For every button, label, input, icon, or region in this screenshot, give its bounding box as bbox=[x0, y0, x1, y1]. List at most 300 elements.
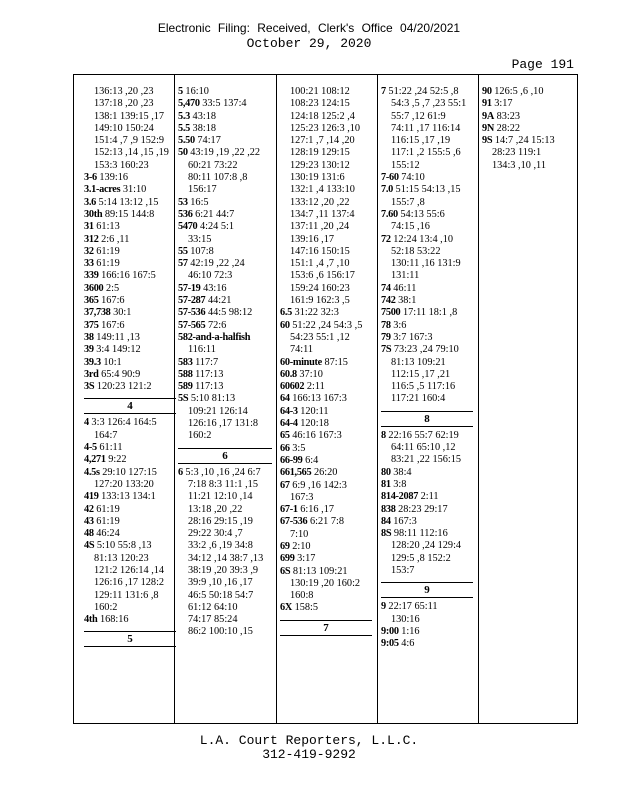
index-term: 60 bbox=[280, 319, 290, 331]
index-refs: 138:1 139:15 ,17 bbox=[94, 110, 165, 122]
index-continuation bbox=[280, 209, 372, 221]
index-term: 78 bbox=[381, 319, 391, 331]
index-refs: 116:5 ,5 117:16 bbox=[391, 381, 456, 393]
index-entry bbox=[280, 480, 372, 492]
index-continuation bbox=[482, 147, 572, 159]
index-continuation bbox=[178, 516, 272, 528]
index-column-2 bbox=[178, 86, 272, 639]
index-refs: 153:7 bbox=[391, 564, 415, 576]
index-continuation bbox=[280, 332, 372, 344]
index-entry bbox=[84, 491, 176, 503]
section-letter: 7 bbox=[280, 620, 372, 636]
index-term: 3rd bbox=[84, 368, 99, 380]
index-term: 661,565 bbox=[280, 467, 312, 479]
index-refs: 108:23 124:15 bbox=[290, 98, 350, 110]
index-term: 589 bbox=[178, 381, 193, 393]
index-refs: 3:7 167:3 bbox=[390, 331, 433, 343]
index-column-3 bbox=[280, 86, 372, 639]
index-continuation bbox=[381, 135, 473, 147]
index-refs: 159:24 160:23 bbox=[290, 282, 350, 294]
index-term: 60.8 bbox=[280, 368, 297, 380]
index-term: 339 bbox=[84, 270, 99, 282]
index-term: 8S bbox=[381, 528, 392, 540]
index-term: 4 bbox=[84, 417, 89, 429]
index-term: 6.5 bbox=[280, 307, 292, 319]
index-continuation bbox=[381, 197, 473, 209]
index-refs: 124:18 125:2 ,4 bbox=[290, 110, 355, 122]
index-continuation bbox=[280, 197, 372, 209]
index-refs: 166:16 167:5 bbox=[98, 270, 156, 282]
index-term: 9:05 bbox=[381, 638, 399, 650]
index-term: 67-1 bbox=[280, 504, 298, 516]
index-term: 64 bbox=[280, 393, 290, 405]
index-entry bbox=[280, 393, 372, 405]
index-term: 7.60 bbox=[381, 208, 398, 220]
column-divider bbox=[478, 75, 479, 723]
index-refs: 13:18 ,20 ,22 bbox=[188, 503, 243, 515]
index-continuation bbox=[280, 172, 372, 184]
section-letter: 4 bbox=[84, 398, 176, 414]
index-refs: 107:8 bbox=[187, 245, 214, 257]
index-frame bbox=[73, 74, 578, 724]
index-continuation bbox=[178, 418, 272, 430]
index-entry bbox=[84, 369, 176, 381]
index-continuation bbox=[84, 430, 176, 442]
index-refs: 29:10 127:15 bbox=[99, 466, 157, 478]
index-refs: 116:15 ,17 ,19 bbox=[391, 135, 451, 147]
index-term: 9A bbox=[482, 110, 494, 122]
index-entry bbox=[84, 246, 176, 258]
index-refs: 1:16 bbox=[398, 625, 420, 637]
index-refs: 100:21 108:12 bbox=[290, 86, 350, 97]
index-refs: 5:14 13:12 ,15 bbox=[95, 196, 159, 208]
index-entry bbox=[280, 430, 372, 442]
index-entry bbox=[280, 504, 372, 516]
index-refs: 83:23 bbox=[494, 110, 521, 122]
index-refs: 5:3 ,10 ,16 ,24 6:7 bbox=[182, 466, 261, 478]
index-term: 66 bbox=[280, 442, 290, 454]
index-term: 66-99 bbox=[280, 454, 303, 466]
index-refs: 61:19 bbox=[93, 503, 120, 515]
index-continuation bbox=[178, 430, 272, 442]
index-entry bbox=[84, 344, 176, 356]
index-term: 4th bbox=[84, 614, 98, 626]
index-continuation bbox=[280, 529, 372, 541]
index-refs: 152:13 ,14 ,15 ,19 bbox=[94, 147, 169, 159]
index-refs: 54:23 55:1 ,12 bbox=[290, 331, 350, 343]
index-continuation bbox=[178, 234, 272, 246]
index-continuation bbox=[84, 553, 176, 565]
index-entry bbox=[381, 234, 473, 246]
index-term: 9N bbox=[482, 122, 494, 134]
index-entry bbox=[381, 528, 473, 540]
index-term: 80 bbox=[381, 466, 391, 478]
index-refs: 3:5 bbox=[289, 442, 306, 454]
index-continuation bbox=[280, 270, 372, 282]
index-refs: 3:17 bbox=[491, 98, 513, 110]
index-entry bbox=[381, 479, 473, 491]
index-refs: 38:18 bbox=[189, 122, 217, 134]
index-entry bbox=[482, 86, 572, 98]
index-entry bbox=[84, 540, 176, 552]
index-entry bbox=[381, 491, 473, 503]
index-entry bbox=[178, 197, 272, 209]
index-refs: 38:1 bbox=[395, 295, 417, 307]
index-continuation bbox=[381, 442, 473, 454]
index-entry bbox=[280, 553, 372, 565]
hearing-date: October 29, 2020 bbox=[246, 36, 372, 51]
index-continuation bbox=[178, 577, 272, 589]
index-term: 72 bbox=[381, 233, 391, 245]
index-term: 79 bbox=[381, 331, 391, 343]
index-refs: 127:1 ,7 ,14 ,20 bbox=[290, 135, 355, 147]
index-refs: 128:20 ,24 129:4 bbox=[391, 540, 462, 552]
index-entry bbox=[280, 566, 372, 578]
index-term: 312 bbox=[84, 233, 99, 245]
index-entry bbox=[381, 626, 473, 638]
index-refs: 44:5 98:12 bbox=[205, 307, 253, 319]
reporter-name: L.A. Court Reporters, L.L.C. bbox=[199, 733, 419, 748]
index-term: 5470 bbox=[178, 221, 198, 233]
index-entry bbox=[84, 442, 176, 454]
index-refs: 134:7 ,11 137:4 bbox=[290, 208, 355, 220]
index-entry bbox=[84, 357, 176, 369]
index-refs: 129:11 131:6 ,8 bbox=[94, 589, 159, 601]
index-refs: 6:4 bbox=[302, 454, 319, 466]
index-refs: 31:10 bbox=[120, 184, 147, 196]
index-continuation bbox=[280, 221, 372, 233]
index-continuation bbox=[280, 98, 372, 110]
index-entry bbox=[280, 381, 372, 393]
index-refs: 130:19 131:6 bbox=[290, 172, 345, 184]
index-refs: 129:23 130:12 bbox=[290, 159, 350, 171]
index-refs: 128:19 129:15 bbox=[290, 147, 350, 159]
index-term: 90 bbox=[482, 86, 492, 97]
index-term: 742 bbox=[381, 295, 396, 307]
index-entry bbox=[84, 467, 176, 479]
index-refs: 130:11 ,16 131:9 bbox=[391, 258, 461, 270]
index-refs: 6:21 7:8 bbox=[307, 516, 344, 528]
index-entry bbox=[178, 357, 272, 369]
index-refs: 61:19 bbox=[93, 258, 120, 270]
index-refs: 2:11 bbox=[418, 491, 439, 503]
index-refs: 6:21 44:7 bbox=[192, 208, 235, 220]
index-refs: 74:17 bbox=[194, 135, 221, 147]
index-refs: 46:24 bbox=[93, 528, 120, 540]
index-entry bbox=[84, 381, 176, 393]
index-refs: 4:6 bbox=[398, 638, 415, 650]
index-continuation bbox=[280, 492, 372, 504]
index-term: 5 bbox=[178, 86, 183, 97]
index-continuation bbox=[84, 160, 176, 172]
index-refs: 151:4 ,7 ,9 152:9 bbox=[94, 135, 165, 147]
index-refs: 26:20 bbox=[311, 467, 338, 479]
index-entry bbox=[84, 283, 176, 295]
index-refs: 120:23 121:2 bbox=[94, 381, 152, 393]
index-term: 60-minute bbox=[280, 356, 322, 368]
index-refs: 22:17 65:11 bbox=[385, 601, 438, 613]
index-term: 365 bbox=[84, 295, 99, 307]
index-refs: 126:5 ,6 ,10 bbox=[491, 86, 544, 97]
index-refs: 28:22 bbox=[494, 122, 521, 134]
index-term: 6 bbox=[178, 466, 183, 478]
index-term: 6S bbox=[280, 565, 291, 577]
index-entry bbox=[84, 270, 176, 282]
index-entry bbox=[381, 430, 473, 442]
index-term: 699 bbox=[280, 553, 295, 565]
index-refs: 43:19 ,19 ,22 ,22 bbox=[187, 147, 261, 159]
index-refs: 161:9 162:3 ,5 bbox=[290, 295, 350, 307]
index-entry bbox=[381, 86, 473, 98]
index-entry bbox=[381, 344, 473, 356]
index-continuation bbox=[178, 479, 272, 491]
index-refs: 37:10 bbox=[296, 368, 323, 380]
index-term: 4.5s bbox=[84, 466, 100, 478]
index-refs: 7:10 bbox=[290, 528, 309, 540]
index-entry bbox=[84, 332, 176, 344]
index-entry bbox=[84, 184, 176, 196]
index-entry bbox=[178, 209, 272, 221]
index-entry bbox=[280, 467, 372, 479]
index-continuation bbox=[84, 123, 176, 135]
index-entry bbox=[178, 86, 272, 98]
index-refs: 31:22 32:3 bbox=[291, 307, 339, 319]
index-refs: 74:17 85:24 bbox=[188, 614, 238, 626]
index-refs: 166:13 167:3 bbox=[289, 393, 347, 405]
index-entry bbox=[280, 516, 372, 528]
index-term: 57 bbox=[178, 258, 188, 270]
index-refs: 130:16 bbox=[391, 613, 420, 625]
index-refs: 147:16 150:15 bbox=[290, 245, 350, 257]
index-refs: 127:20 133:20 bbox=[94, 478, 154, 490]
index-entry bbox=[84, 504, 176, 516]
index-entry bbox=[280, 443, 372, 455]
index-term: 57-536 bbox=[178, 307, 206, 319]
index-entry bbox=[178, 147, 272, 159]
index-refs: 29:22 30:4 ,7 bbox=[188, 528, 243, 540]
index-refs: 116:11 bbox=[188, 344, 216, 356]
index-refs: 87:15 bbox=[321, 356, 348, 368]
index-refs: 38:19 ,20 39:3 ,9 bbox=[188, 564, 259, 576]
index-continuation bbox=[178, 344, 272, 356]
index-refs: 55:7 ,12 61:9 bbox=[391, 110, 446, 122]
index-refs: 74:15 ,16 bbox=[391, 221, 430, 233]
index-term: 7500 bbox=[381, 307, 401, 319]
index-term: 48 bbox=[84, 528, 94, 540]
index-entry bbox=[178, 381, 272, 393]
index-term: 37,738 bbox=[84, 307, 111, 319]
index-refs: 46:5 50:18 54:7 bbox=[188, 589, 254, 601]
index-term: 5,470 bbox=[178, 98, 200, 110]
index-term: 65 bbox=[280, 430, 290, 442]
index-refs: 38:4 bbox=[390, 466, 412, 478]
index-refs: 9:22 bbox=[105, 454, 127, 466]
index-refs: 126:16 ,17 131:8 bbox=[188, 418, 259, 430]
index-refs: 6:16 ,17 bbox=[297, 504, 335, 516]
index-refs: 112:15 ,17 ,21 bbox=[391, 368, 451, 380]
index-refs: 139:16 ,17 bbox=[290, 233, 335, 245]
index-term: 5.5 bbox=[178, 122, 190, 134]
index-refs: 167:6 bbox=[98, 319, 125, 331]
index-column-1 bbox=[84, 86, 176, 650]
index-term: 60602 bbox=[280, 381, 305, 393]
index-refs: 121:2 126:14 ,14 bbox=[94, 564, 165, 576]
index-refs: 80:11 107:8 ,8 bbox=[188, 172, 248, 184]
index-refs: 81:13 109:21 bbox=[391, 356, 446, 368]
index-continuation bbox=[84, 86, 176, 98]
index-refs: 168:16 bbox=[97, 614, 129, 626]
index-term: 583 bbox=[178, 356, 193, 368]
index-term: 3.1-acres bbox=[84, 184, 121, 196]
index-entry bbox=[178, 258, 272, 270]
index-continuation bbox=[381, 246, 473, 258]
index-entry bbox=[84, 614, 176, 626]
index-continuation bbox=[84, 111, 176, 123]
reporter-phone: 312-419-9292 bbox=[262, 747, 356, 762]
index-refs: 2:11 bbox=[304, 381, 325, 393]
index-continuation bbox=[84, 479, 176, 491]
index-entry bbox=[381, 504, 473, 516]
index-refs: 160:2 bbox=[94, 601, 118, 613]
index-term: 38 bbox=[84, 331, 94, 343]
index-entry bbox=[178, 320, 272, 332]
index-term: 32 bbox=[84, 245, 94, 257]
index-term: 53 bbox=[178, 196, 188, 208]
index-entry bbox=[178, 246, 272, 258]
index-refs: 139:16 bbox=[96, 172, 129, 184]
index-entry bbox=[178, 393, 272, 405]
index-entry bbox=[84, 234, 176, 246]
index-continuation bbox=[178, 553, 272, 565]
index-refs: 61:13 bbox=[93, 221, 120, 233]
index-refs: 46:11 bbox=[390, 282, 417, 294]
index-entry bbox=[178, 307, 272, 319]
index-continuation bbox=[84, 602, 176, 614]
index-term: 7 bbox=[381, 86, 386, 97]
index-refs: 5:10 55:8 ,13 bbox=[94, 540, 152, 552]
index-entry bbox=[280, 320, 372, 332]
index-refs: 42:19 ,22 ,24 bbox=[187, 258, 245, 270]
index-term: 375 bbox=[84, 319, 99, 331]
index-refs: 28:23 29:17 bbox=[395, 503, 448, 515]
index-refs: 6:9 ,16 142:3 bbox=[289, 479, 347, 491]
index-term: 55 bbox=[178, 245, 188, 257]
index-entry bbox=[178, 467, 272, 479]
index-refs: 109:21 126:14 bbox=[188, 405, 248, 417]
index-refs: 137:11 ,20 ,24 bbox=[290, 221, 350, 233]
index-refs: 117:7 bbox=[192, 356, 219, 368]
index-continuation bbox=[381, 123, 473, 135]
index-continuation bbox=[381, 369, 473, 381]
index-refs: 153:6 ,6 156:17 bbox=[290, 270, 355, 282]
column-divider bbox=[377, 75, 378, 723]
index-refs: 10:1 bbox=[100, 356, 122, 368]
index-term: 39 bbox=[84, 344, 94, 356]
index-continuation bbox=[381, 540, 473, 552]
index-refs: 52:18 53:22 bbox=[391, 245, 441, 257]
index-continuation bbox=[280, 123, 372, 135]
index-term: 4-5 bbox=[84, 442, 97, 454]
index-refs: 117:21 160:4 bbox=[391, 393, 446, 405]
index-entry bbox=[178, 221, 272, 233]
index-refs: 33:15 bbox=[188, 233, 212, 245]
index-entry bbox=[381, 638, 473, 650]
index-refs: 72:6 bbox=[205, 319, 227, 331]
index-refs: 86:2 100:10 ,15 bbox=[188, 626, 253, 638]
index-refs: 83:21 ,22 156:15 bbox=[391, 454, 462, 466]
index-continuation bbox=[280, 590, 372, 602]
index-term: 84 bbox=[381, 515, 391, 527]
index-entry bbox=[84, 258, 176, 270]
index-refs: 137:18 ,20 ,23 bbox=[94, 98, 154, 110]
index-continuation bbox=[280, 147, 372, 159]
index-entry bbox=[178, 332, 272, 344]
index-refs: 160:8 bbox=[290, 590, 314, 602]
index-term: 5.3 bbox=[178, 110, 190, 122]
index-continuation bbox=[280, 246, 372, 258]
index-entry bbox=[381, 283, 473, 295]
index-continuation bbox=[84, 590, 176, 602]
section-letter: 9 bbox=[381, 582, 473, 598]
index-entry bbox=[84, 197, 176, 209]
index-continuation bbox=[178, 504, 272, 516]
index-entry bbox=[178, 135, 272, 147]
index-refs: 64:11 65:10 ,12 bbox=[391, 442, 456, 454]
index-term: 6X bbox=[280, 602, 292, 614]
index-continuation bbox=[84, 577, 176, 589]
index-continuation bbox=[482, 160, 572, 172]
index-refs: 155:7 ,8 bbox=[391, 196, 425, 208]
index-refs: 60:21 73:22 bbox=[188, 159, 238, 171]
index-continuation bbox=[178, 270, 272, 282]
index-refs: 5:10 81:13 bbox=[188, 393, 236, 405]
index-term: 67 bbox=[280, 479, 290, 491]
index-continuation bbox=[178, 184, 272, 196]
index-refs: 7:18 8:3 11:1 ,15 bbox=[188, 478, 258, 490]
index-refs: 4:24 5:1 bbox=[197, 221, 235, 233]
index-refs: 158:5 bbox=[292, 602, 319, 614]
index-entry bbox=[482, 123, 572, 135]
index-continuation bbox=[178, 172, 272, 184]
index-refs: 43:18 bbox=[189, 110, 217, 122]
index-refs: 81:13 120:23 bbox=[94, 552, 149, 564]
index-entry bbox=[84, 417, 176, 429]
index-term: 43 bbox=[84, 515, 94, 527]
index-refs: 61:11 bbox=[96, 442, 123, 454]
index-refs: 28:16 29:15 ,19 bbox=[188, 515, 253, 527]
section-letter: 8 bbox=[381, 411, 473, 427]
index-refs: 61:19 bbox=[93, 245, 120, 257]
index-refs: 43:16 bbox=[200, 282, 227, 294]
index-term: 39.3 bbox=[84, 356, 101, 368]
index-column-5 bbox=[482, 86, 572, 172]
index-refs: 22:16 55:7 62:19 bbox=[385, 429, 459, 441]
index-entry bbox=[84, 209, 176, 221]
index-continuation bbox=[381, 160, 473, 172]
index-continuation bbox=[84, 98, 176, 110]
index-refs: 28:23 119:1 bbox=[492, 147, 542, 159]
index-continuation bbox=[84, 565, 176, 577]
index-continuation bbox=[178, 491, 272, 503]
index-refs: 3:17 bbox=[294, 553, 316, 565]
index-continuation bbox=[280, 283, 372, 295]
index-refs: 51:15 54:13 ,15 bbox=[392, 184, 461, 196]
index-entry bbox=[84, 528, 176, 540]
index-refs: 89:15 144:8 bbox=[102, 208, 155, 220]
index-term: 9S bbox=[482, 135, 493, 147]
index-entry bbox=[381, 184, 473, 196]
index-continuation bbox=[381, 221, 473, 233]
